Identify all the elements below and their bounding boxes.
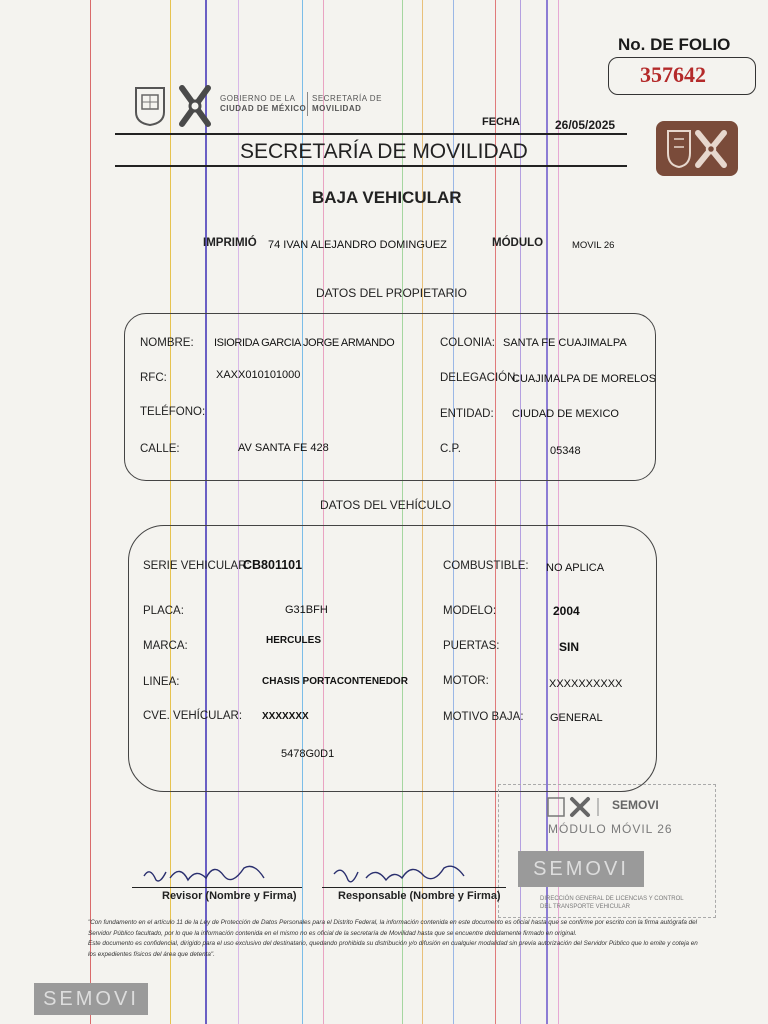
- entidad-label: ENTIDAD:: [440, 408, 494, 420]
- document-subtitle: BAJA VEHICULAR: [312, 188, 462, 207]
- cve-label: CVE. VEHÍCULAR:: [143, 710, 243, 722]
- stamp-logo-icon: [546, 796, 606, 818]
- calle-label: CALLE:: [140, 443, 180, 455]
- serie-value: CB801101: [243, 558, 303, 572]
- vehicle-section-title: DATOS DEL VEHÍCULO: [320, 498, 452, 512]
- fecha-label: FECHA: [482, 116, 520, 128]
- stamp-footer: DIRECCIÓN GENERAL DE LICENCIAS Y CONTROL DEL TRANSPORTE VEHICULAR: [540, 896, 684, 910]
- placa-label: PLACA:: [143, 605, 184, 617]
- revisor-signature-icon: [140, 858, 270, 890]
- title-rule-top: [115, 133, 627, 135]
- puertas-value: SIN: [559, 640, 580, 654]
- modulo-value: MOVIL 26: [572, 240, 615, 251]
- puertas-label: PUERTAS:: [443, 640, 500, 652]
- cdmx-knot-icon: [176, 84, 214, 128]
- fecha-value: 26/05/2025: [555, 118, 616, 132]
- responsable-line: [322, 887, 506, 888]
- imprimio-value: 74 IVAN ALEJANDRO DOMINGUEZ: [268, 239, 447, 251]
- logo-divider: [307, 92, 308, 116]
- telefono-label: TELÉFONO:: [140, 406, 206, 418]
- responsable-signature-icon: [330, 858, 470, 890]
- owner-section-title: DATOS DEL PROPIETARIO: [316, 286, 467, 300]
- vehicle-code: 5478G0D1: [281, 748, 335, 760]
- colonia-value: SANTA FE CUAJIMALPA: [503, 337, 627, 349]
- folio-number: 357642: [640, 62, 706, 87]
- semovi-watermark-stamp: SEMOVI: [518, 851, 644, 887]
- colonia-label: COLONIA:: [440, 337, 495, 349]
- motivo-value: GENERAL: [550, 712, 603, 724]
- page-title: SECRETARÍA DE MOVILIDAD: [240, 140, 528, 163]
- delegacion-label: DELEGACIÓN:: [440, 372, 519, 384]
- folio-label: No. DE FOLIO: [618, 35, 731, 54]
- cp-value: 05348: [550, 445, 581, 457]
- linea-value: CHASIS PORTACONTENEDOR: [262, 676, 408, 687]
- rfc-value: XAXX010101000: [216, 369, 301, 381]
- revisor-label: Revisor (Nombre y Firma): [162, 890, 297, 902]
- marca-label: MARCA:: [143, 640, 188, 652]
- calle-value: AV SANTA FE 428: [238, 442, 329, 454]
- motivo-label: MOTIVO BAJA:: [443, 711, 524, 723]
- motor-value: XXXXXXXXXX: [549, 678, 623, 690]
- delegacion-value: CUAJIMALPA DE MORELOS: [512, 373, 657, 385]
- nombre-label: NOMBRE:: [140, 337, 194, 349]
- title-rule-bottom: [115, 165, 627, 167]
- legal-footnote: "Con fundamento en el artículo 11 de la Ley de Protección de Datos Personales para el Distrito Federal, la información contenida en este documento es oficial hasta que se confirme por escrito con la firma autógrafa del Servidor Público facultado, por lo que la información contenida en el mismo no es oficial de la secretaría de Movilidad hasta que se encuentre debidamente firmado en original. Este documento es confidencial, dirigido para el uso exclusivo del destinatario, quedando prohibida su distribución y/o difusión en cualquier modalidad sin previa autorización del Servidor Público que lo emite y coteja en los expedientes físicos del área que detenta".: [88, 919, 698, 958]
- marca-value: HERCULES: [266, 635, 322, 646]
- placa-value: G31BFH: [285, 604, 328, 616]
- stamp-modulo: MÓDULO MÓVIL 26: [548, 822, 673, 836]
- revisor-line: [132, 887, 302, 888]
- scan-streak: [90, 0, 91, 1024]
- cp-label: C.P.: [440, 443, 461, 455]
- linea-label: LINEA:: [143, 676, 180, 688]
- combustible-value: NO APLICA: [546, 562, 605, 574]
- combustible-label: COMBUSTIBLE:: [443, 560, 529, 572]
- cdmx-crest-icon: [134, 86, 166, 126]
- modelo-value: 2004: [553, 604, 580, 618]
- serie-label: SERIE VEHICULAR:: [143, 560, 250, 572]
- modulo-label: MÓDULO: [492, 237, 544, 249]
- modelo-label: MODELO:: [443, 605, 497, 617]
- motor-label: MOTOR:: [443, 675, 489, 687]
- imprimio-label: IMPRIMIÓ: [203, 237, 257, 249]
- responsable-label: Responsable (Nombre y Firma): [338, 890, 501, 902]
- rfc-label: RFC:: [140, 372, 167, 384]
- semovi-color-logo: [656, 121, 738, 176]
- cve-value: XXXXXXX: [262, 711, 309, 722]
- stamp-semovi: SEMOVI: [612, 798, 659, 812]
- gov-name: GOBIERNO DE LA CIUDAD DE MÉXICO: [220, 94, 307, 113]
- secretaria-name: SECRETARÍA DE MOVILIDAD: [312, 94, 382, 113]
- semovi-watermark-bottom: SEMOVI: [34, 983, 148, 1015]
- entidad-value: CIUDAD DE MEXICO: [512, 408, 619, 420]
- nombre-value: ISIORIDA GARCIA JORGE ARMANDO: [214, 337, 395, 349]
